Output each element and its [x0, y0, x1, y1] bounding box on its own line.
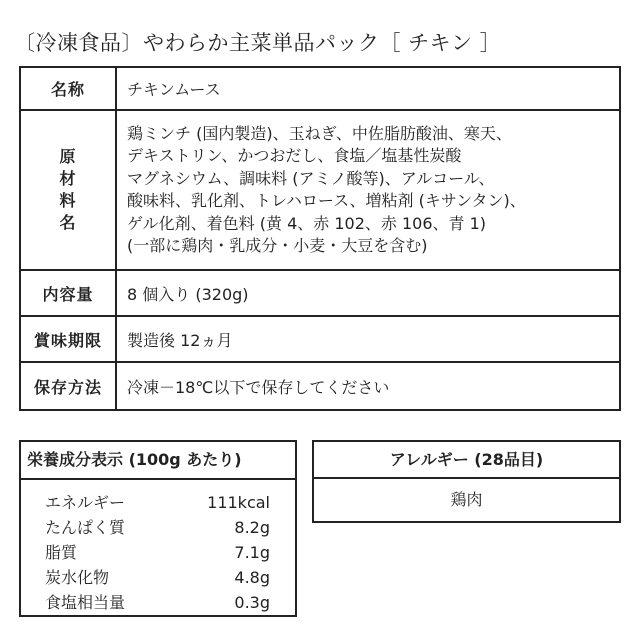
- nutrition-rows: [21, 480, 295, 615]
- storage-value: 冷凍－18℃以下で保存してください: [116, 362, 620, 410]
- allergy-box: [312, 440, 621, 523]
- content-value: 8 個入り (320g): [116, 270, 620, 316]
- ingredients-label-char: 料: [59, 191, 77, 210]
- nutrient-name: エネルギー: [45, 493, 126, 512]
- spec-row-content: [20, 270, 620, 316]
- spec-row-expiry: [20, 316, 620, 362]
- nutrient-amount: 4.8g: [234, 568, 270, 587]
- ingredients-line: 鶏ミンチ (国内製造)、玉ねぎ、中佐脂肪酸油、寒天、: [127, 123, 512, 143]
- ingredients-line: (一部に鶏肉・乳成分・小麦・大豆を含む): [127, 236, 428, 255]
- nutrition-row: [21, 565, 295, 590]
- ingredients-line: マグネシウム、調味料 (アミノ酸等)、アルコール、: [127, 168, 495, 188]
- allergy-header: アレルギー (28品目): [314, 442, 619, 479]
- nutrition-header: 栄養成分表示 (100g あたり): [21, 442, 295, 480]
- content-label: 内容量: [20, 270, 116, 316]
- expiry-label: 賞味期限: [20, 316, 116, 362]
- nutrient-amount: 7.1g: [234, 543, 270, 562]
- nutrition-row: [21, 515, 295, 540]
- ingredients-line: 酸味料、乳化剤、トレハロース、増粘剤 (キサンタン)、: [127, 191, 526, 210]
- spec-row-name: [20, 67, 620, 110]
- nutrient-name: 炭水化物: [45, 568, 110, 587]
- ingredients-line: ゲル化剤、着色料 (黄 4、赤 102、赤 106、青 1): [127, 213, 487, 233]
- storage-label: 保存方法: [20, 362, 116, 410]
- nutrient-amount: 0.3g: [234, 593, 270, 612]
- nutrition-row: [21, 590, 295, 615]
- spec-row-storage: [20, 362, 620, 410]
- nutrient-amount: 111kcal: [207, 493, 270, 512]
- ingredients-label-char: 材: [59, 169, 77, 188]
- name-value: チキンムース: [116, 67, 620, 110]
- allergy-value: 鶏肉: [450, 490, 483, 509]
- nutrient-name: 食塩相当量: [45, 593, 126, 612]
- product-spec-table: [19, 66, 621, 411]
- ingredients-line: デキストリン、かつおだし、食塩／塩基性炭酸: [127, 146, 462, 165]
- nutrient-amount: 8.2g: [234, 518, 270, 537]
- nutrient-name: 脂質: [45, 543, 78, 562]
- ingredients-value: [116, 110, 620, 270]
- nutrition-facts-box: [19, 440, 297, 617]
- nutrient-name: たんぱく質: [45, 518, 126, 537]
- ingredients-label-char: 原: [59, 147, 77, 166]
- product-title: 〔冷凍食品〕やわらか主菜単品パック［ チキン ］: [14, 31, 502, 55]
- ingredients-label-char: 名: [59, 213, 77, 232]
- name-label: 名称: [20, 67, 116, 110]
- expiry-value: 製造後 12ヵ月: [116, 316, 620, 362]
- ingredients-label: [20, 110, 116, 270]
- spec-row-ingredients: [20, 110, 620, 270]
- nutrition-row: [21, 540, 295, 565]
- nutrition-row: [21, 490, 295, 515]
